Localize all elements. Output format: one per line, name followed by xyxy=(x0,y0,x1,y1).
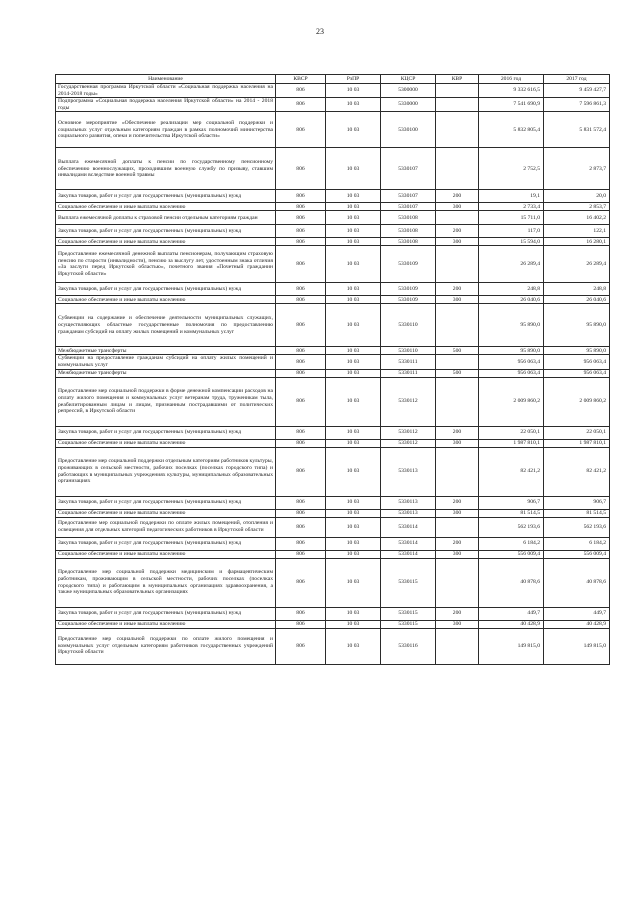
row-kvr: 300 xyxy=(436,620,479,628)
table-row xyxy=(56,377,610,426)
table-row xyxy=(56,558,610,607)
row-kcsr: 5330100 xyxy=(381,112,436,148)
row-kcsr: 5330112 xyxy=(381,377,436,426)
row-name: Субвенции на содержание и обеспечение деятельности муниципальных служащих, осуществляющих областные государственные полномочия по предоставлению гражданам субсидий на оплату жилых помещений и коммунальных услуг xyxy=(56,304,276,347)
header-kcsr: КЦСР xyxy=(381,75,436,84)
row-kvsr: 806 xyxy=(276,347,326,355)
row-kcsr: 5330107 xyxy=(381,203,436,211)
row-amount-2017: 7 596 861,3 xyxy=(544,98,610,112)
row-kcsr: 5330109 xyxy=(381,246,436,283)
row-amount-2017: 122,1 xyxy=(544,225,610,238)
row-kcsr: 5330113 xyxy=(381,496,436,509)
row-rzpr: 10 03 xyxy=(326,283,381,296)
table-row xyxy=(56,246,610,283)
table-row xyxy=(56,509,610,517)
page-number: 23 xyxy=(316,27,324,36)
row-kcsr: 5330115 xyxy=(381,607,436,620)
table-row xyxy=(56,439,610,447)
row-kvsr: 806 xyxy=(276,426,326,439)
row-kvsr: 806 xyxy=(276,537,326,550)
table-row xyxy=(56,98,610,112)
budget-table xyxy=(55,74,610,665)
row-kcsr: 5330110 xyxy=(381,347,436,355)
table-row xyxy=(56,283,610,296)
row-amount-2016: 1 987 810,1 xyxy=(479,439,544,447)
row-name: Подпрограмма «Социальная поддержка населения Иркутской области» на 2014 - 2018 годы xyxy=(56,98,276,112)
row-amount-2016: 82 421,2 xyxy=(479,447,544,496)
table-row xyxy=(56,112,610,148)
row-name: Предоставление мер социальной поддержки по оплате жилых помещений, отопления и освещения для отдельных категорий педагогических работников в Иркутской области xyxy=(56,517,276,537)
row-amount-2016: 149 815,0 xyxy=(479,628,544,664)
row-amount-2017: 40 428,9 xyxy=(544,620,610,628)
row-kvsr: 806 xyxy=(276,84,326,98)
row-amount-2017: 956 063,4 xyxy=(544,369,610,377)
row-rzpr: 10 03 xyxy=(326,211,381,225)
header-name: Наименование xyxy=(56,75,276,84)
row-name: Межбюджетные трансферты xyxy=(56,347,276,355)
row-amount-2017: 5 831 572,4 xyxy=(544,112,610,148)
row-amount-2016: 95 890,0 xyxy=(479,304,544,347)
row-amount-2017: 956 063,4 xyxy=(544,355,610,369)
row-rzpr: 10 03 xyxy=(326,112,381,148)
row-name: Межбюджетные трансферты xyxy=(56,369,276,377)
row-name: Выплата ежемесячной доплаты к пенсии по государственному пенсионному обеспечению военнослужащих, проходившим военную службу по призыву, ставшим инвалидами вследствие военной травмы xyxy=(56,148,276,190)
row-amount-2017: 26 289,4 xyxy=(544,246,610,283)
row-amount-2017: 26 040,6 xyxy=(544,296,610,304)
row-kcsr: 5330112 xyxy=(381,426,436,439)
row-rzpr: 10 03 xyxy=(326,426,381,439)
row-amount-2017: 16 402,2 xyxy=(544,211,610,225)
row-amount-2016: 15 711,0 xyxy=(479,211,544,225)
row-rzpr: 10 03 xyxy=(326,628,381,664)
row-name: Закупка товаров, работ и услуг для государственных (муниципальных) нужд xyxy=(56,283,276,296)
table-row xyxy=(56,203,610,211)
row-kvsr: 806 xyxy=(276,190,326,203)
row-kvr: 200 xyxy=(436,537,479,550)
row-amount-2017: 556 009,4 xyxy=(544,550,610,558)
row-rzpr: 10 03 xyxy=(326,238,381,246)
row-name: Социальное обеспечение и иные выплаты населению xyxy=(56,550,276,558)
row-kcsr: 5330114 xyxy=(381,550,436,558)
row-amount-2016: 117,0 xyxy=(479,225,544,238)
row-kvr: 300 xyxy=(436,509,479,517)
row-amount-2017: 449,7 xyxy=(544,607,610,620)
row-kcsr: 5330000 xyxy=(381,98,436,112)
row-amount-2016: 15 594,0 xyxy=(479,238,544,246)
row-rzpr: 10 03 xyxy=(326,347,381,355)
row-name: Закупка товаров, работ и услуг для государственных (муниципальных) нужд xyxy=(56,426,276,439)
row-name: Социальное обеспечение и иные выплаты населению xyxy=(56,620,276,628)
row-amount-2017: 906,7 xyxy=(544,496,610,509)
row-name: Предоставление ежемесячной денежной выплаты пенсионерам, получающим страховую пенсию по старости (инвалидности), пенсию за выслугу лет, удостоенным знака отличия «За заслуги перед Иркутской областью», почетного звания «Почетный гражданин Иркутской области» xyxy=(56,246,276,283)
row-kvr: 200 xyxy=(436,283,479,296)
row-name: Субвенции на предоставление гражданам субсидий на оплату жилых помещений и коммунальных услуг xyxy=(56,355,276,369)
row-kvr xyxy=(436,447,479,496)
row-kvsr: 806 xyxy=(276,439,326,447)
row-name: Выплата ежемесячной доплаты к страховой пенсии отдельным категориям граждан xyxy=(56,211,276,225)
row-rzpr: 10 03 xyxy=(326,620,381,628)
table-row xyxy=(56,304,610,347)
row-amount-2016: 40 428,9 xyxy=(479,620,544,628)
row-amount-2017: 22 050,1 xyxy=(544,426,610,439)
row-kcsr: 5330113 xyxy=(381,447,436,496)
row-kvsr: 806 xyxy=(276,246,326,283)
row-amount-2017: 95 890,0 xyxy=(544,304,610,347)
row-kvsr: 806 xyxy=(276,211,326,225)
row-kvsr: 806 xyxy=(276,283,326,296)
row-kvr: 200 xyxy=(436,225,479,238)
table-row xyxy=(56,537,610,550)
row-name: Предоставление мер социальной поддержки медицинским и фармацевтическим работникам, проживающим в сельской местности, рабочих поселках (поселках городского типа) и работающим в муниципальных организациях здравоохранения, а также муниципальных образовательных организациях xyxy=(56,558,276,607)
row-name: Социальное обеспечение и иные выплаты населению xyxy=(56,238,276,246)
table-row xyxy=(56,426,610,439)
row-kvsr: 806 xyxy=(276,148,326,190)
row-rzpr: 10 03 xyxy=(326,537,381,550)
row-kvr: 200 xyxy=(436,496,479,509)
row-amount-2017: 6 184,2 xyxy=(544,537,610,550)
row-kvr: 300 xyxy=(436,439,479,447)
row-amount-2016: 95 890,0 xyxy=(479,347,544,355)
row-name: Закупка товаров, работ и услуг для государственных (муниципальных) нужд xyxy=(56,190,276,203)
row-amount-2016: 562 193,6 xyxy=(479,517,544,537)
row-name: Основное мероприятие «Обеспечение реализации мер социальной поддержки и социальных услуг отдельным категориям граждан в рамках полномочий министерства социального развития, опеки и попечительства Иркутской области» xyxy=(56,112,276,148)
row-kvsr: 806 xyxy=(276,304,326,347)
row-name: Предоставление мер социальной поддержки отдельным категориям работников культуры, проживающих в сельской местности, рабочих поселках (поселках городского типа) и работающих в муниципальных учреждениях культуры, муниципальных образовательных организациях xyxy=(56,447,276,496)
row-kvsr: 806 xyxy=(276,628,326,664)
table-row xyxy=(56,296,610,304)
row-kvr xyxy=(436,246,479,283)
row-amount-2017: 9 459 427,7 xyxy=(544,84,610,98)
row-rzpr: 10 03 xyxy=(326,509,381,517)
table-row xyxy=(56,369,610,377)
row-kvr xyxy=(436,628,479,664)
row-amount-2016: 2 733,4 xyxy=(479,203,544,211)
row-kvr: 300 xyxy=(436,550,479,558)
row-kcsr: 5330111 xyxy=(381,369,436,377)
row-amount-2016: 9 332 616,5 xyxy=(479,84,544,98)
row-amount-2017: 2 873,7 xyxy=(544,148,610,190)
row-rzpr: 10 03 xyxy=(326,148,381,190)
row-amount-2016: 6 184,2 xyxy=(479,537,544,550)
row-amount-2016: 906,7 xyxy=(479,496,544,509)
row-amount-2017: 95 890,0 xyxy=(544,347,610,355)
row-kvr xyxy=(436,517,479,537)
row-rzpr: 10 03 xyxy=(326,607,381,620)
table-row xyxy=(56,620,610,628)
row-rzpr: 10 03 xyxy=(326,84,381,98)
row-kcsr: 5330111 xyxy=(381,355,436,369)
table-row xyxy=(56,84,610,98)
row-amount-2016: 956 063,4 xyxy=(479,369,544,377)
header-rzpr: РзПР xyxy=(326,75,381,84)
table-row xyxy=(56,607,610,620)
row-kvr xyxy=(436,98,479,112)
row-amount-2017: 149 815,0 xyxy=(544,628,610,664)
row-amount-2016: 22 050,1 xyxy=(479,426,544,439)
row-kcsr: 5330115 xyxy=(381,620,436,628)
row-kvsr: 806 xyxy=(276,112,326,148)
row-kcsr: 5330114 xyxy=(381,517,436,537)
row-amount-2016: 81 514,5 xyxy=(479,509,544,517)
row-kvr xyxy=(436,148,479,190)
row-kcsr: 5330109 xyxy=(381,296,436,304)
row-amount-2017: 20,0 xyxy=(544,190,610,203)
table-row xyxy=(56,355,610,369)
row-amount-2017: 2 853,7 xyxy=(544,203,610,211)
header-kvsr: КВСР xyxy=(276,75,326,84)
row-kvsr: 806 xyxy=(276,550,326,558)
row-amount-2016: 2 752,5 xyxy=(479,148,544,190)
row-kvsr: 806 xyxy=(276,509,326,517)
table-row xyxy=(56,148,610,190)
row-rzpr: 10 03 xyxy=(326,225,381,238)
row-kcsr: 5300000 xyxy=(381,84,436,98)
row-rzpr: 10 03 xyxy=(326,355,381,369)
row-kvsr: 806 xyxy=(276,517,326,537)
table-row xyxy=(56,347,610,355)
row-amount-2017: 562 193,6 xyxy=(544,517,610,537)
row-name: Закупка товаров, работ и услуг для государственных (муниципальных) нужд xyxy=(56,496,276,509)
table-header-row xyxy=(56,75,610,84)
row-amount-2017: 1 987 810,1 xyxy=(544,439,610,447)
row-kvsr: 806 xyxy=(276,355,326,369)
row-kvsr: 806 xyxy=(276,203,326,211)
row-kvr xyxy=(436,377,479,426)
row-kcsr: 5330109 xyxy=(381,283,436,296)
row-kvsr: 806 xyxy=(276,607,326,620)
table-row xyxy=(56,447,610,496)
row-amount-2016: 7 541 690,9 xyxy=(479,98,544,112)
row-name: Социальное обеспечение и иные выплаты населению xyxy=(56,203,276,211)
row-name: Социальное обеспечение и иные выплаты населению xyxy=(56,439,276,447)
table-row xyxy=(56,225,610,238)
row-kvr xyxy=(436,355,479,369)
row-name: Закупка товаров, работ и услуг для государственных (муниципальных) нужд xyxy=(56,607,276,620)
row-kcsr: 5330112 xyxy=(381,439,436,447)
row-rzpr: 10 03 xyxy=(326,296,381,304)
row-kvr xyxy=(436,112,479,148)
row-amount-2017: 16 280,1 xyxy=(544,238,610,246)
header-2017: 2017 год xyxy=(544,75,610,84)
row-rzpr: 10 03 xyxy=(326,203,381,211)
row-kvsr: 806 xyxy=(276,238,326,246)
row-kcsr: 5330107 xyxy=(381,148,436,190)
row-amount-2016: 19,1 xyxy=(479,190,544,203)
row-kvsr: 806 xyxy=(276,447,326,496)
table-row xyxy=(56,496,610,509)
row-name: Предоставление мер социальной поддержки по оплате жилого помещения и коммунальных услуг отдельным категориям работников государственных учреждений Иркутской области xyxy=(56,628,276,664)
row-amount-2017: 248,8 xyxy=(544,283,610,296)
table-row xyxy=(56,190,610,203)
table-row xyxy=(56,550,610,558)
row-amount-2017: 2 009 860,2 xyxy=(544,377,610,426)
row-kvsr: 806 xyxy=(276,98,326,112)
row-kcsr: 5330115 xyxy=(381,558,436,607)
row-name: Предоставление мер социальной поддержки в форме денежной компенсации расходов на оплату жилого помещения и коммунальных услуг ветеранам труда, труженикам тыла, реабилитированным лицам и лицам, признанным пострадавшими от политических репрессий, в Иркутской области xyxy=(56,377,276,426)
row-kcsr: 5330108 xyxy=(381,238,436,246)
row-kvr: 200 xyxy=(436,607,479,620)
row-kvr xyxy=(436,558,479,607)
row-rzpr: 10 03 xyxy=(326,439,381,447)
row-kvr: 300 xyxy=(436,203,479,211)
row-kvr: 300 xyxy=(436,296,479,304)
row-kcsr: 5330107 xyxy=(381,190,436,203)
row-kvsr: 806 xyxy=(276,496,326,509)
row-amount-2016: 26 040,6 xyxy=(479,296,544,304)
row-kvr: 500 xyxy=(436,369,479,377)
row-rzpr: 10 03 xyxy=(326,550,381,558)
row-amount-2016: 26 289,4 xyxy=(479,246,544,283)
row-rzpr: 10 03 xyxy=(326,558,381,607)
row-kcsr: 5330110 xyxy=(381,304,436,347)
row-kcsr: 5330108 xyxy=(381,211,436,225)
row-kvr: 300 xyxy=(436,238,479,246)
row-amount-2016: 956 063,4 xyxy=(479,355,544,369)
row-rzpr: 10 03 xyxy=(326,447,381,496)
row-rzpr: 10 03 xyxy=(326,246,381,283)
table-row xyxy=(56,628,610,664)
row-rzpr: 10 03 xyxy=(326,517,381,537)
row-amount-2016: 449,7 xyxy=(479,607,544,620)
row-kvsr: 806 xyxy=(276,369,326,377)
row-amount-2016: 556 009,4 xyxy=(479,550,544,558)
row-kvsr: 806 xyxy=(276,558,326,607)
table-row xyxy=(56,517,610,537)
row-rzpr: 10 03 xyxy=(326,496,381,509)
row-kcsr: 5330108 xyxy=(381,225,436,238)
row-amount-2016: 2 009 860,2 xyxy=(479,377,544,426)
row-name: Социальное обеспечение и иные выплаты населению xyxy=(56,296,276,304)
row-rzpr: 10 03 xyxy=(326,377,381,426)
row-rzpr: 10 03 xyxy=(326,98,381,112)
row-kvsr: 806 xyxy=(276,225,326,238)
row-kvr: 500 xyxy=(436,347,479,355)
row-kvr: 200 xyxy=(436,426,479,439)
row-rzpr: 10 03 xyxy=(326,369,381,377)
row-kvr xyxy=(436,211,479,225)
row-kvr xyxy=(436,304,479,347)
row-kcsr: 5330113 xyxy=(381,509,436,517)
row-amount-2017: 82 421,2 xyxy=(544,447,610,496)
row-name: Закупка товаров, работ и услуг для государственных (муниципальных) нужд xyxy=(56,537,276,550)
row-amount-2017: 40 878,6 xyxy=(544,558,610,607)
row-name: Социальное обеспечение и иные выплаты населению xyxy=(56,509,276,517)
row-amount-2016: 40 878,6 xyxy=(479,558,544,607)
row-kvsr: 806 xyxy=(276,620,326,628)
row-rzpr: 10 03 xyxy=(326,304,381,347)
row-amount-2016: 248,8 xyxy=(479,283,544,296)
row-kcsr: 5330116 xyxy=(381,628,436,664)
table-row xyxy=(56,211,610,225)
row-kvr: 200 xyxy=(436,190,479,203)
row-kvsr: 806 xyxy=(276,296,326,304)
row-kcsr: 5330114 xyxy=(381,537,436,550)
table-row xyxy=(56,238,610,246)
row-kvsr: 806 xyxy=(276,377,326,426)
header-2016: 2016 год xyxy=(479,75,544,84)
row-rzpr: 10 03 xyxy=(326,190,381,203)
row-name: Государственная программа Иркутской области «Социальная поддержка населения на 2014-2018 годы» xyxy=(56,84,276,98)
header-kvr: КВР xyxy=(436,75,479,84)
row-name: Закупка товаров, работ и услуг для государственных (муниципальных) нужд xyxy=(56,225,276,238)
row-amount-2016: 5 832 805,4 xyxy=(479,112,544,148)
row-amount-2017: 81 514,5 xyxy=(544,509,610,517)
row-kvr xyxy=(436,84,479,98)
